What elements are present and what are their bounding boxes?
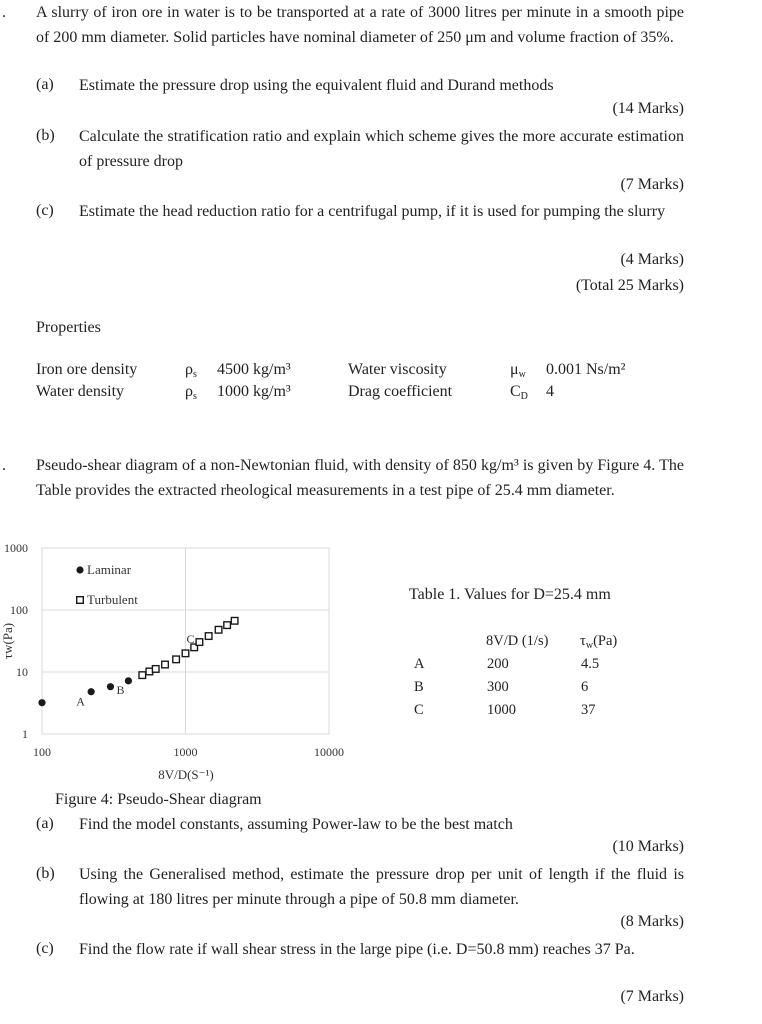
q1c-label: (c) xyxy=(36,202,54,219)
q2-intro: Pseudo-shear diagram of a non-Newtonian fluid, with density of 850 kg/m³ is given by Figure 4. The Table provides the extracted rheological measurements in a test pipe of 25.4 mm diameter. xyxy=(36,457,684,499)
turbulent-point xyxy=(152,666,159,673)
q2a-label: (a) xyxy=(36,815,54,832)
q2c-text: Find the flow rate if wall shear stress in the large pipe (i.e. D=50.8 mm) reaches 37 Pa. xyxy=(79,941,635,958)
y-tick-label: 1 xyxy=(22,727,28,741)
turbulent-point xyxy=(173,656,180,663)
q2c-marks: (7 Marks) xyxy=(620,988,684,1005)
prop-name: Drag coefficient xyxy=(348,383,453,400)
x-axis-label: 8V/D(S⁻¹) xyxy=(158,767,214,782)
table-cell-y: 37 xyxy=(581,702,596,718)
prop-name: Iron ore density xyxy=(36,361,138,378)
turbulent-point xyxy=(231,617,238,624)
turbulent-point xyxy=(182,650,189,657)
prop-name: Water viscosity xyxy=(348,361,447,378)
properties-title: Properties xyxy=(36,319,101,336)
laminar-point xyxy=(88,688,95,695)
turbulent-point xyxy=(139,672,146,679)
chart-svg xyxy=(0,535,400,785)
turbulent-point xyxy=(196,639,203,646)
pseudo-shear-chart xyxy=(0,535,400,785)
prop-symbol: $\rho_s$ xyxy=(185,361,197,380)
point-annotation: B xyxy=(116,682,125,697)
q2a-marks: (10 Marks) xyxy=(612,838,684,855)
laminar-point xyxy=(107,683,114,690)
laminar-point xyxy=(125,677,132,684)
x-tick-label: 10000 xyxy=(314,745,344,759)
q1a-marks: (14 Marks) xyxy=(612,100,684,117)
table-row-label: B xyxy=(414,679,424,695)
x-tick-label: 1000 xyxy=(173,745,198,759)
q1a-label: (a) xyxy=(36,76,54,93)
table-header-x: 8V/D (1/s) xyxy=(486,633,549,649)
prop-value: 4 xyxy=(546,383,554,400)
turbulent-point xyxy=(162,661,169,668)
prop-symbol: $\mu_w$ xyxy=(510,361,526,380)
turbulent-point xyxy=(224,622,231,629)
q1c-marks: (4 Marks) xyxy=(620,251,684,268)
turbulent-point xyxy=(205,633,212,640)
table-cell-y: 6 xyxy=(581,679,589,695)
prop-value: 4500 kg/m³ xyxy=(217,361,291,378)
legend-laminar-marker xyxy=(76,566,83,573)
y-tick-label: 1000 xyxy=(4,541,28,555)
q1c-text: Estimate the head reduction ratio for a centrifugal pump, if it is used for pumping the slurry xyxy=(79,203,666,220)
table-title: Table 1. Values for D=25.4 mm xyxy=(409,586,611,603)
table-cell-x: 1000 xyxy=(487,702,516,718)
legend-turbulent-marker xyxy=(77,597,84,604)
table-cell-x: 200 xyxy=(487,656,509,672)
prop-symbol: $C_D$ xyxy=(510,383,528,402)
table-cell-y: 4.5 xyxy=(581,656,600,672)
q2b-label: (b) xyxy=(36,865,55,882)
q1a-text: Estimate the pressure drop using the equivalent fluid and Durand methods xyxy=(79,77,554,94)
table-row-label: C xyxy=(414,702,424,718)
q2b-marks: (8 Marks) xyxy=(620,913,684,930)
prop-value: 1000 kg/m³ xyxy=(217,383,291,400)
y-tick-label: 10 xyxy=(16,665,28,679)
table-cell-x: 300 xyxy=(487,679,509,695)
q1-intro: A slurry of iron ore in water is to be transported at a rate of 3000 litres per minute in a smooth pipe of 200 mm diameter. Solid particles have nominal diameter of 250 μm and volume fraction of 35%. xyxy=(36,4,684,46)
laminar-point xyxy=(38,699,45,706)
prop-name: Water density xyxy=(36,383,125,400)
legend-laminar-label: Laminar xyxy=(87,562,132,577)
q2b-text: Using the Generalised method, estimate the pressure drop per unit of length if the fluid is flowing at 180 litres per minute through a pipe of 50.8 mm diameter. xyxy=(79,866,684,908)
prop-symbol: $\rho_s$ xyxy=(185,383,197,402)
q2-bullet: . xyxy=(2,457,6,474)
x-tick-label: 100 xyxy=(33,745,51,759)
q1b-text: Calculate the stratification ratio and explain which scheme gives the more accurate estimation of pressure drop xyxy=(79,128,684,170)
q1-bullet: . xyxy=(2,4,6,21)
figure-caption: Figure 4: Pseudo-Shear diagram xyxy=(55,791,262,808)
table-header-y: $\tau_w(Pa)$ xyxy=(580,633,618,651)
point-annotation: A xyxy=(76,694,85,709)
y-tick-label: 100 xyxy=(10,603,28,617)
q1b-label: (b) xyxy=(36,127,55,144)
turbulent-point xyxy=(146,668,153,675)
q1b-marks: (7 Marks) xyxy=(620,176,684,193)
q2c-label: (c) xyxy=(36,940,54,957)
y-axis-label: τw(Pa) xyxy=(0,622,15,660)
q1-total-marks: (Total 25 Marks) xyxy=(575,277,684,294)
point-annotation: C xyxy=(186,631,195,646)
turbulent-point xyxy=(215,626,222,633)
prop-value: 0.001 Ns/m² xyxy=(546,361,626,378)
table-row-label: A xyxy=(414,656,425,672)
legend-turbulent-label: Turbulent xyxy=(87,592,138,607)
q2a-text: Find the model constants, assuming Power-law to be the best match xyxy=(79,816,513,833)
